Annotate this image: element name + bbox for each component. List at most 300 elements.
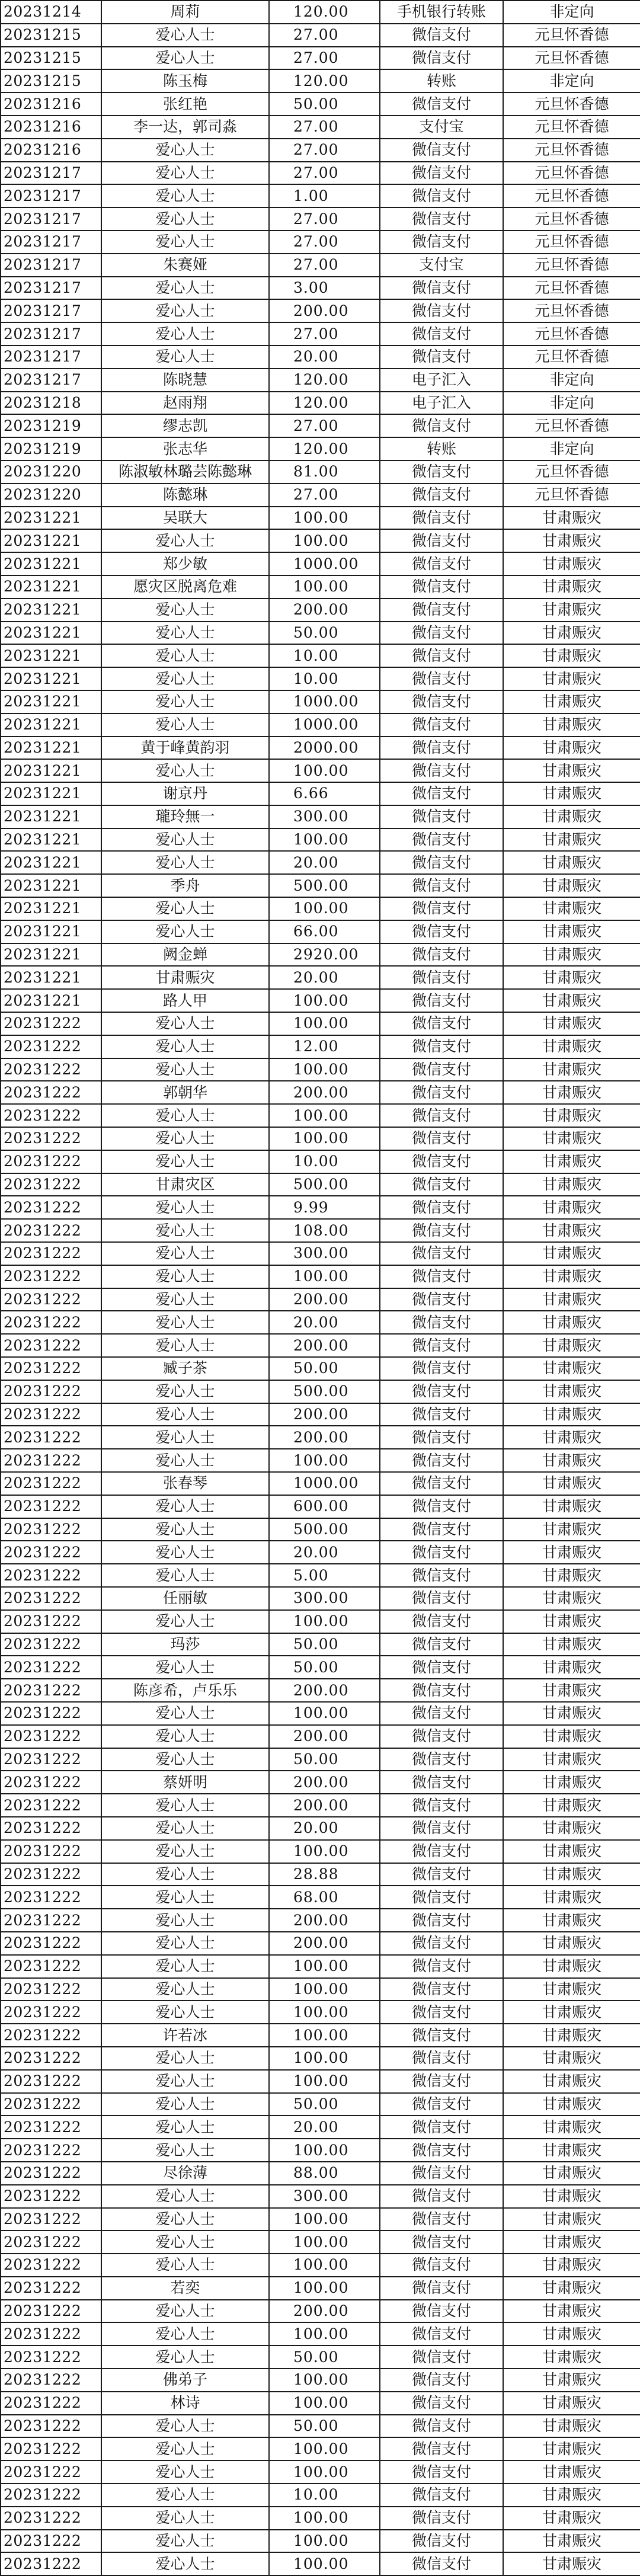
donor-cell: 愿灾区脱离危难 [101, 575, 269, 599]
donor-cell: 爱心人士 [101, 2093, 269, 2116]
method-cell: 微信支付 [380, 2208, 503, 2231]
amount-cell: 200.00 [269, 1403, 380, 1426]
purpose-cell: 甘肃赈灾 [503, 552, 640, 575]
purpose-cell: 甘肃赈灾 [503, 782, 640, 805]
donor-cell: 李一达，郭司淼 [101, 116, 269, 139]
table-row [1, 1495, 640, 1518]
date-cell: 20231221 [1, 644, 101, 667]
method-cell: 转账 [380, 69, 503, 92]
table-row [1, 92, 640, 116]
donor-cell: 吴联大 [101, 507, 269, 530]
date-cell: 20231216 [1, 139, 101, 162]
date-cell: 20231221 [1, 690, 101, 713]
amount-cell: 100.00 [269, 1265, 380, 1288]
table-row [1, 2139, 640, 2162]
table-row [1, 1610, 640, 1633]
date-cell: 20231217 [1, 277, 101, 300]
donor-cell: 爱心人士 [101, 1863, 269, 1886]
date-cell: 20231221 [1, 897, 101, 920]
method-cell: 微信支付 [380, 1058, 503, 1081]
amount-cell: 100.00 [269, 2070, 380, 2093]
table-row [1, 1748, 640, 1771]
method-cell: 微信支付 [380, 207, 503, 231]
method-cell: 微信支付 [380, 1127, 503, 1150]
table-row [1, 2024, 640, 2047]
purpose-cell: 甘肃赈灾 [503, 1104, 640, 1127]
date-cell: 20231214 [1, 1, 101, 24]
date-cell: 20231222 [1, 1702, 101, 1725]
method-cell: 微信支付 [380, 1449, 503, 1472]
donor-cell: 爱心人士 [101, 1702, 269, 1725]
amount-cell: 200.00 [269, 2300, 380, 2323]
table-row [1, 2300, 640, 2323]
date-cell: 20231222 [1, 1932, 101, 1955]
purpose-cell: 甘肃赈灾 [503, 2139, 640, 2162]
donor-cell: 爱心人士 [101, 690, 269, 713]
method-cell: 微信支付 [380, 2162, 503, 2185]
amount-cell: 27.00 [269, 116, 380, 139]
date-cell: 20231221 [1, 805, 101, 828]
amount-cell: 20.00 [269, 1311, 380, 1334]
amount-cell: 1000.00 [269, 552, 380, 575]
purpose-cell: 元旦怀香德 [503, 484, 640, 507]
date-cell: 20231222 [1, 1610, 101, 1633]
method-cell: 微信支付 [380, 1771, 503, 1794]
purpose-cell: 非定向 [503, 392, 640, 415]
table-row [1, 552, 640, 575]
amount-cell: 300.00 [269, 805, 380, 828]
date-cell: 20231222 [1, 1265, 101, 1288]
donor-cell: 周莉 [101, 1, 269, 24]
amount-cell: 27.00 [269, 484, 380, 507]
date-cell: 20231219 [1, 437, 101, 460]
donor-cell: 爱心人士 [101, 2231, 269, 2254]
purpose-cell: 甘肃赈灾 [503, 2116, 640, 2139]
purpose-cell: 甘肃赈灾 [503, 2437, 640, 2460]
method-cell: 微信支付 [380, 2415, 503, 2438]
donor-cell: 陈淑敏林璐芸陈懿琳 [101, 460, 269, 484]
purpose-cell: 甘肃赈灾 [503, 2093, 640, 2116]
method-cell: 微信支付 [380, 1518, 503, 1541]
table-row [1, 1104, 640, 1127]
purpose-cell: 甘肃赈灾 [503, 1196, 640, 1219]
method-cell: 微信支付 [380, 507, 503, 530]
table-row [1, 345, 640, 369]
purpose-cell: 甘肃赈灾 [503, 874, 640, 897]
purpose-cell: 元旦怀香德 [503, 322, 640, 345]
purpose-cell: 元旦怀香德 [503, 24, 640, 47]
method-cell: 微信支付 [380, 2484, 503, 2507]
donor-cell: 甘肃灾区 [101, 1173, 269, 1196]
table-row [1, 1380, 640, 1403]
amount-cell: 300.00 [269, 1587, 380, 1610]
method-cell: 支付宝 [380, 254, 503, 277]
donor-cell: 阙金蝉 [101, 943, 269, 967]
date-cell: 20231222 [1, 1679, 101, 1702]
purpose-cell: 甘肃赈灾 [503, 851, 640, 874]
donor-cell: 爱心人士 [101, 2460, 269, 2484]
table-row [1, 484, 640, 507]
method-cell: 电子汇入 [380, 369, 503, 392]
purpose-cell: 甘肃赈灾 [503, 1702, 640, 1725]
purpose-cell: 甘肃赈灾 [503, 2070, 640, 2093]
donor-cell: 爱心人士 [101, 2185, 269, 2208]
purpose-cell: 非定向 [503, 437, 640, 460]
donor-cell: 爱心人士 [101, 897, 269, 920]
purpose-cell: 元旦怀香德 [503, 184, 640, 207]
date-cell: 20231217 [1, 345, 101, 369]
donor-cell: 爱心人士 [101, 1541, 269, 1564]
date-cell: 20231222 [1, 1564, 101, 1587]
purpose-cell: 甘肃赈灾 [503, 575, 640, 599]
date-cell: 20231221 [1, 851, 101, 874]
method-cell: 微信支付 [380, 599, 503, 622]
method-cell: 微信支付 [380, 2392, 503, 2415]
date-cell: 20231222 [1, 1426, 101, 1449]
purpose-cell: 甘肃赈灾 [503, 2024, 640, 2047]
method-cell: 微信支付 [380, 2139, 503, 2162]
date-cell: 20231222 [1, 1288, 101, 1311]
donor-cell: 玛莎 [101, 1633, 269, 1656]
table-row [1, 2322, 640, 2345]
amount-cell: 81.00 [269, 460, 380, 484]
method-cell: 微信支付 [380, 943, 503, 967]
date-cell: 20231222 [1, 2254, 101, 2277]
method-cell: 微信支付 [380, 1426, 503, 1449]
amount-cell: 27.00 [269, 139, 380, 162]
donor-cell: 爱心人士 [101, 1288, 269, 1311]
amount-cell: 28.88 [269, 1863, 380, 1886]
donor-cell: 爱心人士 [101, 1311, 269, 1334]
purpose-cell: 甘肃赈灾 [503, 1265, 640, 1288]
amount-cell: 100.00 [269, 575, 380, 599]
table-row [1, 1127, 640, 1150]
table-row [1, 299, 640, 322]
donor-cell: 爱心人士 [101, 1035, 269, 1058]
amount-cell: 27.00 [269, 231, 380, 254]
donor-cell: 陈懿琳 [101, 484, 269, 507]
table-row [1, 2231, 640, 2254]
amount-cell: 20.00 [269, 966, 380, 989]
date-cell: 20231222 [1, 2507, 101, 2530]
date-cell: 20231222 [1, 1886, 101, 1909]
date-cell: 20231221 [1, 966, 101, 989]
amount-cell: 200.00 [269, 1909, 380, 1932]
amount-cell: 100.00 [269, 828, 380, 852]
method-cell: 微信支付 [380, 299, 503, 322]
table-row [1, 184, 640, 207]
date-cell: 20231220 [1, 460, 101, 484]
purpose-cell: 甘肃赈灾 [503, 644, 640, 667]
method-cell: 微信支付 [380, 2322, 503, 2345]
amount-cell: 100.00 [269, 2277, 380, 2300]
date-cell: 20231222 [1, 1242, 101, 1265]
table-row [1, 1771, 640, 1794]
table-row [1, 920, 640, 943]
donor-cell: 爱心人士 [101, 529, 269, 552]
amount-cell: 100.00 [269, 1058, 380, 1081]
method-cell: 微信支付 [380, 1219, 503, 1242]
date-cell: 20231217 [1, 322, 101, 345]
purpose-cell: 甘肃赈灾 [503, 2460, 640, 2484]
method-cell: 支付宝 [380, 116, 503, 139]
amount-cell: 100.00 [269, 2392, 380, 2415]
purpose-cell: 甘肃赈灾 [503, 759, 640, 782]
method-cell: 微信支付 [380, 92, 503, 116]
table-row [1, 1817, 640, 1840]
purpose-cell: 甘肃赈灾 [503, 529, 640, 552]
table-row [1, 828, 640, 852]
table-row [1, 667, 640, 690]
table-row [1, 507, 640, 530]
method-cell: 微信支付 [380, 2070, 503, 2093]
date-cell: 20231222 [1, 2530, 101, 2553]
purpose-cell: 甘肃赈灾 [503, 1656, 640, 1679]
amount-cell: 3.00 [269, 277, 380, 300]
donor-cell: 任丽敏 [101, 1587, 269, 1610]
purpose-cell: 甘肃赈灾 [503, 1932, 640, 1955]
method-cell: 微信支付 [380, 2047, 503, 2070]
purpose-cell: 甘肃赈灾 [503, 1679, 640, 1702]
purpose-cell: 元旦怀香德 [503, 254, 640, 277]
purpose-cell: 甘肃赈灾 [503, 1587, 640, 1610]
table-row [1, 1978, 640, 2001]
amount-cell: 200.00 [269, 1334, 380, 1357]
purpose-cell: 甘肃赈灾 [503, 2369, 640, 2392]
method-cell: 微信支付 [380, 1242, 503, 1265]
purpose-cell: 非定向 [503, 1, 640, 24]
method-cell: 微信支付 [380, 1541, 503, 1564]
table-row [1, 277, 640, 300]
amount-cell: 20.00 [269, 851, 380, 874]
donor-cell: 爱心人士 [101, 231, 269, 254]
table-row [1, 1196, 640, 1219]
table-row [1, 1426, 640, 1449]
table-row [1, 2345, 640, 2369]
donor-cell: 爱心人士 [101, 184, 269, 207]
date-cell: 20231217 [1, 231, 101, 254]
purpose-cell: 甘肃赈灾 [503, 667, 640, 690]
date-cell: 20231222 [1, 2001, 101, 2024]
amount-cell: 100.00 [269, 1012, 380, 1035]
amount-cell: 100.00 [269, 2139, 380, 2162]
method-cell: 微信支付 [380, 47, 503, 70]
method-cell: 微信支付 [380, 1472, 503, 1495]
method-cell: 微信支付 [380, 1196, 503, 1219]
purpose-cell: 甘肃赈灾 [503, 1909, 640, 1932]
method-cell: 微信支付 [380, 2185, 503, 2208]
amount-cell: 27.00 [269, 414, 380, 437]
donor-cell: 爱心人士 [101, 2070, 269, 2093]
table-row [1, 460, 640, 484]
donor-cell: 郑少敏 [101, 552, 269, 575]
donor-cell: 爱心人士 [101, 322, 269, 345]
purpose-cell: 甘肃赈灾 [503, 2001, 640, 2024]
purpose-cell: 甘肃赈灾 [503, 713, 640, 737]
amount-cell: 108.00 [269, 1219, 380, 1242]
purpose-cell: 元旦怀香德 [503, 345, 640, 369]
purpose-cell: 甘肃赈灾 [503, 1817, 640, 1840]
method-cell: 微信支付 [380, 2437, 503, 2460]
donor-cell: 爱心人士 [101, 1449, 269, 1472]
date-cell: 20231222 [1, 1472, 101, 1495]
method-cell: 微信支付 [380, 805, 503, 828]
table-row [1, 737, 640, 760]
donor-cell: 爱心人士 [101, 2345, 269, 2369]
table-row [1, 369, 640, 392]
purpose-cell: 甘肃赈灾 [503, 1840, 640, 1863]
table-row [1, 851, 640, 874]
purpose-cell: 甘肃赈灾 [503, 1219, 640, 1242]
table-row [1, 2047, 640, 2070]
purpose-cell: 元旦怀香德 [503, 460, 640, 484]
amount-cell: 100.00 [269, 2254, 380, 2277]
date-cell: 20231221 [1, 599, 101, 622]
amount-cell: 100.00 [269, 2208, 380, 2231]
donor-cell: 甘肃赈灾 [101, 966, 269, 989]
amount-cell: 50.00 [269, 2093, 380, 2116]
amount-cell: 200.00 [269, 1426, 380, 1449]
table-row [1, 322, 640, 345]
method-cell: 微信支付 [380, 322, 503, 345]
table-row [1, 2185, 640, 2208]
purpose-cell: 甘肃赈灾 [503, 943, 640, 967]
date-cell: 20231222 [1, 1104, 101, 1127]
donor-cell: 爱心人士 [101, 1219, 269, 1242]
date-cell: 20231222 [1, 2552, 101, 2575]
table-row [1, 1150, 640, 1173]
date-cell: 20231222 [1, 2185, 101, 2208]
donor-cell: 瓏玲無一 [101, 805, 269, 828]
amount-cell: 100.00 [269, 1449, 380, 1472]
method-cell: 微信支付 [380, 1725, 503, 1748]
date-cell: 20231222 [1, 2369, 101, 2392]
table-row [1, 782, 640, 805]
table-row [1, 874, 640, 897]
amount-cell: 200.00 [269, 599, 380, 622]
date-cell: 20231222 [1, 1311, 101, 1334]
table-row [1, 805, 640, 828]
date-cell: 20231217 [1, 207, 101, 231]
purpose-cell: 甘肃赈灾 [503, 2185, 640, 2208]
method-cell: 微信支付 [380, 162, 503, 185]
method-cell: 微信支付 [380, 1679, 503, 1702]
date-cell: 20231222 [1, 1081, 101, 1104]
amount-cell: 120.00 [269, 437, 380, 460]
date-cell: 20231222 [1, 1449, 101, 1472]
amount-cell: 50.00 [269, 1357, 380, 1380]
method-cell: 微信支付 [380, 1380, 503, 1403]
date-cell: 20231222 [1, 1357, 101, 1380]
purpose-cell: 甘肃赈灾 [503, 828, 640, 852]
donor-cell: 爱心人士 [101, 622, 269, 645]
amount-cell: 100.00 [269, 1104, 380, 1127]
amount-cell: 2920.00 [269, 943, 380, 967]
amount-cell: 100.00 [269, 1702, 380, 1725]
table-row [1, 1541, 640, 1564]
table-row [1, 897, 640, 920]
amount-cell: 1000.00 [269, 1472, 380, 1495]
donor-cell: 爱心人士 [101, 2437, 269, 2460]
amount-cell: 500.00 [269, 1380, 380, 1403]
method-cell: 微信支付 [380, 2254, 503, 2277]
donor-cell: 爱心人士 [101, 1058, 269, 1081]
date-cell: 20231221 [1, 874, 101, 897]
date-cell: 20231222 [1, 1196, 101, 1219]
purpose-cell: 甘肃赈灾 [503, 989, 640, 1012]
purpose-cell: 甘肃赈灾 [503, 599, 640, 622]
purpose-cell: 甘肃赈灾 [503, 1081, 640, 1104]
table-row [1, 392, 640, 415]
donor-cell: 爱心人士 [101, 2001, 269, 2024]
donor-cell: 爱心人士 [101, 1932, 269, 1955]
table-row [1, 2070, 640, 2093]
table-row [1, 1794, 640, 1817]
donor-cell: 爱心人士 [101, 47, 269, 70]
date-cell: 20231221 [1, 989, 101, 1012]
purpose-cell: 甘肃赈灾 [503, 1403, 640, 1426]
method-cell: 微信支付 [380, 184, 503, 207]
purpose-cell: 甘肃赈灾 [503, 1311, 640, 1334]
amount-cell: 120.00 [269, 69, 380, 92]
donor-cell: 爱心人士 [101, 1012, 269, 1035]
donor-cell: 爱心人士 [101, 139, 269, 162]
donor-cell: 爱心人士 [101, 1518, 269, 1541]
amount-cell: 6.66 [269, 782, 380, 805]
method-cell: 微信支付 [380, 713, 503, 737]
amount-cell: 100.00 [269, 2047, 380, 2070]
date-cell: 20231218 [1, 392, 101, 415]
date-cell: 20231222 [1, 2460, 101, 2484]
date-cell: 20231215 [1, 24, 101, 47]
date-cell: 20231222 [1, 1334, 101, 1357]
purpose-cell: 甘肃赈灾 [503, 1725, 640, 1748]
table-row [1, 943, 640, 967]
purpose-cell: 甘肃赈灾 [503, 2047, 640, 2070]
donor-cell: 爱心人士 [101, 345, 269, 369]
purpose-cell: 甘肃赈灾 [503, 1012, 640, 1035]
table-row [1, 599, 640, 622]
date-cell: 20231222 [1, 2208, 101, 2231]
donor-cell: 爱心人士 [101, 162, 269, 185]
amount-cell: 27.00 [269, 162, 380, 185]
purpose-cell: 甘肃赈灾 [503, 1242, 640, 1265]
purpose-cell: 甘肃赈灾 [503, 1357, 640, 1380]
method-cell: 微信支付 [380, 1311, 503, 1334]
method-cell: 微信支付 [380, 1863, 503, 1886]
table-row [1, 2254, 640, 2277]
purpose-cell: 甘肃赈灾 [503, 2530, 640, 2553]
donor-cell: 爱心人士 [101, 1196, 269, 1219]
amount-cell: 50.00 [269, 622, 380, 645]
method-cell: 微信支付 [380, 529, 503, 552]
donor-cell: 许若冰 [101, 2024, 269, 2047]
table-row [1, 2507, 640, 2530]
amount-cell: 12.00 [269, 1035, 380, 1058]
amount-cell: 50.00 [269, 1633, 380, 1656]
method-cell: 微信支付 [380, 1334, 503, 1357]
purpose-cell: 元旦怀香德 [503, 299, 640, 322]
table-row [1, 1173, 640, 1196]
donor-cell: 若奕 [101, 2277, 269, 2300]
date-cell: 20231222 [1, 1219, 101, 1242]
amount-cell: 10.00 [269, 2484, 380, 2507]
table-row [1, 1587, 640, 1610]
donor-cell: 爱心人士 [101, 1817, 269, 1840]
amount-cell: 200.00 [269, 1725, 380, 1748]
method-cell: 微信支付 [380, 460, 503, 484]
method-cell: 微信支付 [380, 552, 503, 575]
